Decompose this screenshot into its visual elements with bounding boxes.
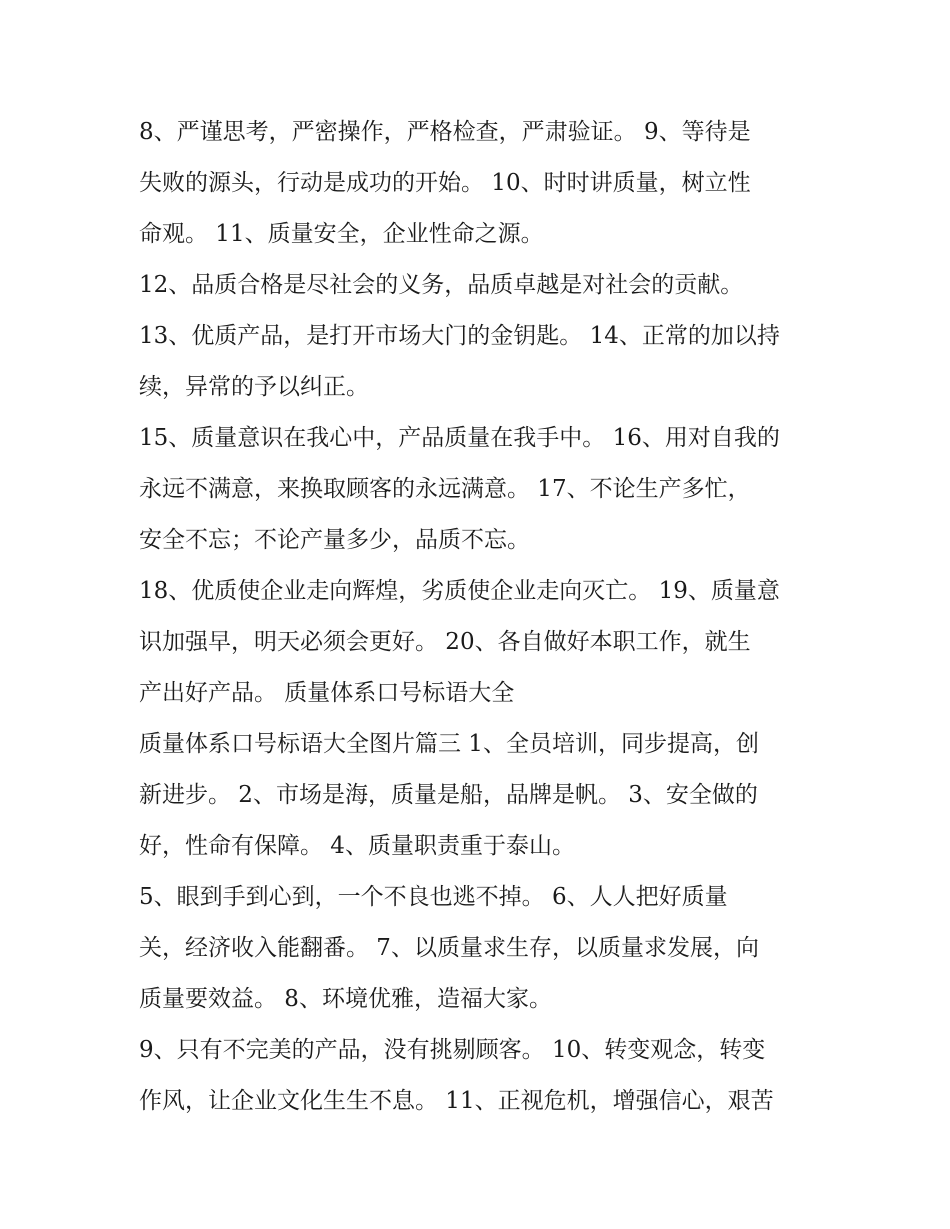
text-line: 永远不满意，来换取顾客的永远满意。 17、不论生产多忙，	[139, 476, 751, 502]
text-line: 12、品质合格是尽社会的义务，品质卓越是对社会的贡献。	[139, 272, 744, 298]
text-line: 命观。 11、质量安全，企业性命之源。	[139, 221, 544, 247]
text-line: 质量要效益。 8、环境优雅，造福大家。	[139, 986, 552, 1012]
text-line: 18、优质使企业走向辉煌，劣质使企业走向灭亡。 19、质量意	[139, 578, 780, 604]
text-line: 失败的源头，行动是成功的开始。 10、时时讲质量，树立性	[139, 170, 751, 196]
text-line: 15、质量意识在我心中，产品质量在我手中。 16、用对自我的	[139, 425, 780, 451]
text-line: 新进步。 2、市场是海，质量是船，品牌是帆。 3、安全做的	[139, 782, 758, 808]
text-line: 9、只有不完美的产品，没有挑剔顾客。 10、转变观念，转变	[139, 1037, 766, 1063]
document-body	[139, 107, 829, 1127]
text-line: 好，性命有保障。 4、质量职责重于泰山。	[139, 833, 575, 859]
text-line: 5、眼到手到心到，一个不良也逃不掉。 6、人人把好质量	[139, 884, 728, 910]
text-line: 8、严谨思考，严密操作，严格检查，严肃验证。 9、等待是	[139, 119, 751, 145]
text-line: 作风，让企业文化生生不息。 11、正视危机，增强信心，艰苦	[139, 1088, 774, 1114]
text-line: 识加强早，明天必须会更好。 20、各自做好本职工作，就生	[139, 629, 751, 655]
text-line: 关，经济收入能翻番。 7、以质量求生存，以质量求发展，向	[139, 935, 759, 961]
text-line: 13、优质产品，是打开市场大门的金钥匙。 14、正常的加以持	[139, 323, 780, 349]
text-line: 产出好产品。 质量体系口号标语大全	[139, 680, 515, 706]
text-line: 安全不忘；不论产量多少，品质不忘。	[139, 527, 530, 553]
text-line: 续，异常的予以纠正。	[139, 374, 369, 400]
text-line: 质量体系口号标语大全图片篇三 1、全员培训，同步提高，创	[139, 731, 759, 757]
